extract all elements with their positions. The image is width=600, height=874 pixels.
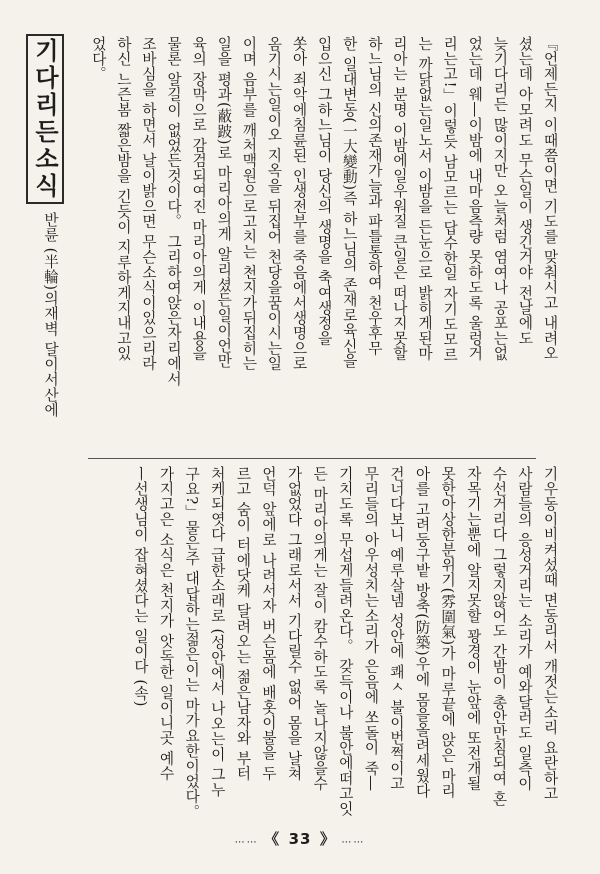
text-column: 물론 알길이 없었든것이다。 그리하여앉은자리에서 (165, 36, 183, 387)
byline: 반륜 (半輪)의재벽 달이서산에 (42, 212, 59, 418)
text-column: 육의 장막으로 감검되여진 마리아의게 이내용을 (190, 36, 208, 361)
footer-bracket-close: 》 (319, 830, 336, 848)
text-column: 조바심을 하면서 날이밝으면 무슨소식이있으리라 (139, 36, 157, 371)
text-column: 처케되엿다 급한소래로 (성안에서 나오는이 그누 (208, 466, 226, 798)
text-column: 한 일대변동(一大變動)즉 하느님의 존재로육신을 (340, 36, 358, 369)
text-column: 사람들의 응성거리는 소리가 예와달러도 일측이 (515, 466, 533, 791)
footer-dots-left: …… (234, 834, 259, 846)
text-column: 리아는 분명 이밤에일우워질 큰일은 떠나지못할 (390, 36, 408, 361)
text-column: 었는데 웨―이밤에 내마음측량 못하도록 울렁거 (466, 36, 484, 361)
text-column: 르고 숨이 터에닷케 달려오는 젊은남자와 부터 (234, 466, 252, 781)
text-column: 셨는데 아모려도 무슨일이 생긴거야 전날에도 (516, 36, 534, 346)
text-column: 언덕 앞에로 나려서자 버슨몸에 배홋이불을 두 (259, 466, 277, 781)
text-column: ㅣ선생님이 잡혀셨다는 일이다 (속) (131, 466, 149, 708)
footer-bracket-open: 《 (264, 830, 281, 848)
text-column: 건너다보니 예루살넴 성안에 쾌ㅅ 불이번쩍이고 (387, 466, 405, 791)
text-column: 는 까닭없는일노서 이밤을 든눈으로 밝히게된마 (416, 36, 434, 361)
text-column: 『언제든지 이때쯤이면 기도를 맞춰시고 내려오 (541, 36, 559, 361)
text-column: 아를 고려둥구밭 방축(防築)우에 몸을올려세웠다 (413, 466, 431, 799)
text-column: 하느님의 신의존재가늘과 파틀통하여 천우후무 (365, 36, 383, 356)
section-divider (88, 458, 536, 459)
footer-dots-right: …… (341, 834, 366, 846)
title-box (26, 34, 64, 204)
text-column: 옴기시는일이오 지옥을 뒤집어 천당을꿈이시는일 (265, 36, 283, 371)
text-column: 자목기는뿐에 알지못할 꽝경이 눈앞에 또전개될 (464, 466, 482, 791)
text-column: 하신 느즌봄 짧은밤을 긴듯이 지루하게지내고있 (114, 36, 132, 361)
text-column: 못한아상한분위기(雰圍氣)가 마루끝에 앉은 마리 (439, 466, 457, 799)
article-title: 기다리든소식 (30, 38, 59, 200)
page-footer (0, 828, 600, 849)
text-column: 구요?」물은주 대답하는젊은이는 마가요한이었다。 (183, 466, 201, 820)
text-column: 이며 음부를 깨처맥원으로고치는 천지가뒤집히는 (240, 36, 258, 371)
text-column: 쏫아 죄악에침륜된 인생전부를 죽음에서생명으로 (290, 36, 308, 371)
text-column: 기우동이비켜섰때 면동리서 개젓는소리 요란하고 (541, 466, 559, 801)
text-column: 무리들의 아우성치는소리가 은음에 쏘돌이 죽― (362, 466, 380, 791)
text-column: 기치도록 무섭게들려온다。 갖득이나 불안에떠고잇 (336, 466, 354, 817)
text-column: 가없었다 그래로서서 기다릴수 없어 몸을 날쳐 (285, 466, 303, 781)
text-column: 었다。 (89, 36, 107, 82)
text-column: 입으신 그하느님이 당신의 생명을 축여생정을 (315, 36, 333, 346)
text-column: 가지고은 소식은 천지가 앗독한 일이니곳 예수 (157, 466, 175, 781)
text-column: 늦기다리든 많이지만 오늘처럼 염여나 공포는없 (491, 36, 509, 361)
text-column: 수선거리다 그렇지않어도 간밤이 총안만침되여 혼 (490, 466, 508, 807)
page-number: 33 (288, 830, 312, 848)
text-column: 리는고!」이렇듯 남모르는 답수한일 자기도모르 (441, 36, 459, 363)
text-column: 든 마리아의게는 잘이 캄수하도록 놀나지않을수 (311, 466, 329, 791)
text-column: 일을 평과(蔽跛)로 마리아의게 알리셨든일이언만 (215, 36, 233, 369)
